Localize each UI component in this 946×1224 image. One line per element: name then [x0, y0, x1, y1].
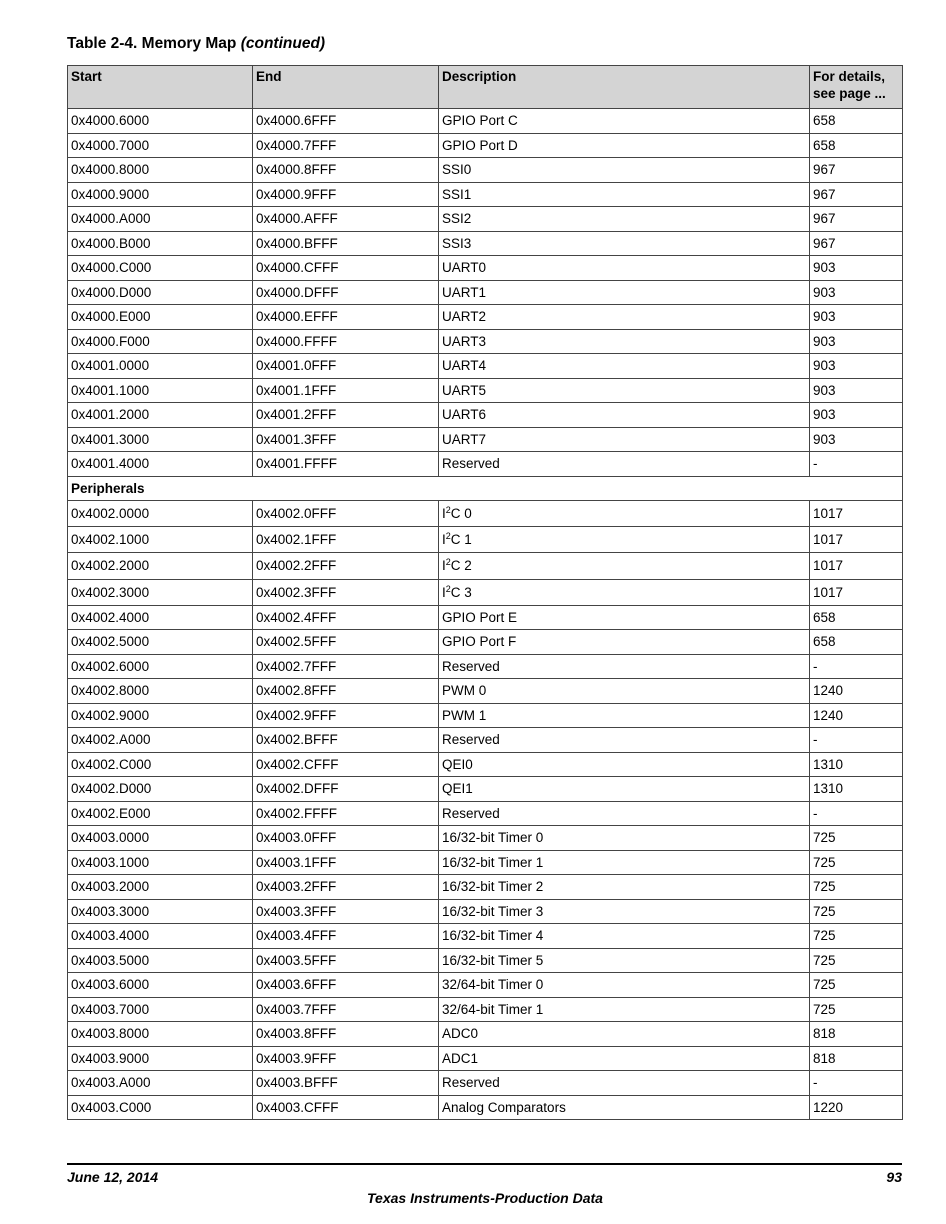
details-page: 967	[810, 231, 903, 256]
start-address: 0x4003.9000	[68, 1046, 253, 1071]
start-address: 0x4003.C000	[68, 1095, 253, 1120]
end-address: 0x4003.CFFF	[253, 1095, 439, 1120]
start-address: 0x4000.B000	[68, 231, 253, 256]
start-address: 0x4000.8000	[68, 158, 253, 183]
details-page: 1017	[810, 579, 903, 605]
description: Reserved	[439, 654, 810, 679]
description: 16/32-bit Timer 5	[439, 948, 810, 973]
end-address: 0x4000.EFFF	[253, 305, 439, 330]
start-address: 0x4000.7000	[68, 133, 253, 158]
table-row	[68, 801, 903, 826]
details-page: 658	[810, 109, 903, 134]
start-address: 0x4000.A000	[68, 207, 253, 232]
table-row	[68, 605, 903, 630]
end-address: 0x4000.AFFF	[253, 207, 439, 232]
description-superscript: 2	[445, 583, 451, 594]
start-address: 0x4002.3000	[68, 579, 253, 605]
footer-divider	[67, 1163, 902, 1165]
start-address: 0x4003.1000	[68, 850, 253, 875]
end-address: 0x4002.9FFF	[253, 703, 439, 728]
table-row	[68, 1022, 903, 1047]
details-page: -	[810, 452, 903, 477]
table-row	[68, 850, 903, 875]
end-address: 0x4002.4FFF	[253, 605, 439, 630]
header-end: End	[253, 66, 439, 109]
description: QEI0	[439, 752, 810, 777]
description	[439, 527, 810, 553]
description-superscript: 2	[445, 505, 451, 515]
description: UART6	[439, 403, 810, 428]
end-address: 0x4002.CFFF	[253, 752, 439, 777]
table-row	[68, 630, 903, 655]
table-row	[68, 752, 903, 777]
description: 16/32-bit Timer 1	[439, 850, 810, 875]
table-row	[68, 280, 903, 305]
start-address: 0x4003.3000	[68, 899, 253, 924]
footer-publisher: Texas Instruments-Production Data	[367, 1190, 603, 1206]
end-address: 0x4003.8FFF	[253, 1022, 439, 1047]
details-page: 1017	[810, 501, 903, 527]
table-row	[68, 553, 903, 579]
details-page: 725	[810, 826, 903, 851]
details-page: 725	[810, 850, 903, 875]
details-page: 658	[810, 133, 903, 158]
description: PWM 1	[439, 703, 810, 728]
description: PWM 0	[439, 679, 810, 704]
description: UART4	[439, 354, 810, 379]
details-page: 725	[810, 899, 903, 924]
table-header-row	[68, 66, 903, 109]
start-address: 0x4002.4000	[68, 605, 253, 630]
details-page: 1240	[810, 703, 903, 728]
description: Reserved	[439, 728, 810, 753]
table-title-continued: (continued)	[240, 35, 326, 52]
details-page: -	[810, 1071, 903, 1096]
details-page: 903	[810, 427, 903, 452]
table-row	[68, 452, 903, 477]
details-page: 658	[810, 605, 903, 630]
details-page: -	[810, 654, 903, 679]
start-address: 0x4003.0000	[68, 826, 253, 851]
start-address: 0x4002.2000	[68, 553, 253, 579]
table-row	[68, 579, 903, 605]
table-row	[68, 777, 903, 802]
description: 16/32-bit Timer 0	[439, 826, 810, 851]
end-address: 0x4002.3FFF	[253, 579, 439, 605]
details-page: 903	[810, 378, 903, 403]
start-address: 0x4000.C000	[68, 256, 253, 281]
end-address: 0x4002.1FFF	[253, 527, 439, 553]
description-superscript: 2	[445, 531, 451, 542]
table-row	[68, 875, 903, 900]
description: GPIO Port F	[439, 630, 810, 655]
description: UART1	[439, 280, 810, 305]
description-superscript: 2	[445, 557, 451, 568]
end-address: 0x4000.7FFF	[253, 133, 439, 158]
end-address: 0x4003.9FFF	[253, 1046, 439, 1071]
section-row	[68, 476, 903, 501]
details-page: 1310	[810, 777, 903, 802]
header-description: Description	[439, 66, 810, 109]
start-address: 0x4002.5000	[68, 630, 253, 655]
description: SSI1	[439, 182, 810, 207]
table-row	[68, 133, 903, 158]
details-page: 1017	[810, 527, 903, 553]
description: Analog Comparators	[439, 1095, 810, 1120]
details-page: -	[810, 728, 903, 753]
header-details-page: For details, see page ...	[810, 66, 903, 109]
description-suffix: C 1	[450, 532, 472, 548]
start-address: 0x4001.1000	[68, 378, 253, 403]
header-start: Start	[68, 66, 253, 109]
description: QEI1	[439, 777, 810, 802]
details-page: 903	[810, 354, 903, 379]
end-address: 0x4001.3FFF	[253, 427, 439, 452]
start-address: 0x4001.0000	[68, 354, 253, 379]
footer-page-number: 93	[886, 1169, 902, 1185]
details-page: -	[810, 801, 903, 826]
end-address: 0x4003.1FFF	[253, 850, 439, 875]
table-row	[68, 501, 903, 527]
memory-map-table	[67, 65, 903, 1120]
description-prefix: I	[442, 506, 446, 521]
start-address: 0x4002.C000	[68, 752, 253, 777]
description: ADC1	[439, 1046, 810, 1071]
table-row	[68, 679, 903, 704]
description: 16/32-bit Timer 2	[439, 875, 810, 900]
description: Reserved	[439, 801, 810, 826]
end-address: 0x4003.6FFF	[253, 973, 439, 998]
table-row	[68, 158, 903, 183]
table-row	[68, 924, 903, 949]
start-address: 0x4000.9000	[68, 182, 253, 207]
details-page: 1240	[810, 679, 903, 704]
details-page: 725	[810, 875, 903, 900]
end-address: 0x4003.5FFF	[253, 948, 439, 973]
table-row	[68, 826, 903, 851]
details-page: 903	[810, 403, 903, 428]
end-address: 0x4003.0FFF	[253, 826, 439, 851]
details-page: 658	[810, 630, 903, 655]
table-row	[68, 654, 903, 679]
end-address: 0x4000.9FFF	[253, 182, 439, 207]
description-suffix: C 0	[450, 506, 472, 521]
end-address: 0x4001.0FFF	[253, 354, 439, 379]
start-address: 0x4003.6000	[68, 973, 253, 998]
description: Reserved	[439, 452, 810, 477]
table-row	[68, 354, 903, 379]
table-title	[67, 35, 325, 53]
start-address: 0x4002.1000	[68, 527, 253, 553]
table-body	[68, 109, 903, 1120]
details-page: 818	[810, 1022, 903, 1047]
table-row	[68, 231, 903, 256]
description: Reserved	[439, 1071, 810, 1096]
description-suffix: C 3	[450, 584, 472, 600]
details-page: 967	[810, 158, 903, 183]
description: GPIO Port C	[439, 109, 810, 134]
end-address: 0x4002.5FFF	[253, 630, 439, 655]
details-page: 725	[810, 973, 903, 998]
table-row	[68, 899, 903, 924]
start-address: 0x4000.D000	[68, 280, 253, 305]
start-address: 0x4003.A000	[68, 1071, 253, 1096]
description	[439, 553, 810, 579]
end-address: 0x4002.8FFF	[253, 679, 439, 704]
start-address: 0x4002.A000	[68, 728, 253, 753]
end-address: 0x4002.BFFF	[253, 728, 439, 753]
description-suffix: C 2	[450, 558, 472, 574]
end-address: 0x4002.0FFF	[253, 501, 439, 527]
start-address: 0x4002.0000	[68, 501, 253, 527]
description-prefix: I	[442, 558, 446, 574]
table-title-main: Table 2-4. Memory Map	[67, 35, 237, 52]
end-address: 0x4001.1FFF	[253, 378, 439, 403]
description: GPIO Port E	[439, 605, 810, 630]
table-row	[68, 182, 903, 207]
start-address: 0x4003.8000	[68, 1022, 253, 1047]
start-address: 0x4001.3000	[68, 427, 253, 452]
end-address: 0x4002.2FFF	[253, 553, 439, 579]
table-row	[68, 329, 903, 354]
description-prefix: I	[442, 532, 446, 548]
description: GPIO Port D	[439, 133, 810, 158]
start-address: 0x4002.6000	[68, 654, 253, 679]
details-page: 1220	[810, 1095, 903, 1120]
end-address: 0x4002.DFFF	[253, 777, 439, 802]
description	[439, 501, 810, 527]
table-row	[68, 427, 903, 452]
table-row	[68, 1095, 903, 1120]
start-address: 0x4002.9000	[68, 703, 253, 728]
end-address: 0x4000.6FFF	[253, 109, 439, 134]
table-row	[68, 973, 903, 998]
start-address: 0x4003.2000	[68, 875, 253, 900]
end-address: 0x4001.2FFF	[253, 403, 439, 428]
details-page: 903	[810, 305, 903, 330]
details-page: 1017	[810, 553, 903, 579]
start-address: 0x4001.2000	[68, 403, 253, 428]
description: SSI0	[439, 158, 810, 183]
description: UART7	[439, 427, 810, 452]
table-row	[68, 948, 903, 973]
table-row	[68, 527, 903, 553]
end-address: 0x4000.8FFF	[253, 158, 439, 183]
end-address: 0x4003.3FFF	[253, 899, 439, 924]
description: 16/32-bit Timer 4	[439, 924, 810, 949]
table-row	[68, 1046, 903, 1071]
description: 16/32-bit Timer 3	[439, 899, 810, 924]
details-page: 967	[810, 207, 903, 232]
table-row	[68, 207, 903, 232]
description: UART2	[439, 305, 810, 330]
description: 32/64-bit Timer 0	[439, 973, 810, 998]
details-page: 1310	[810, 752, 903, 777]
end-address: 0x4003.4FFF	[253, 924, 439, 949]
table-row	[68, 256, 903, 281]
description	[439, 579, 810, 605]
end-address: 0x4003.BFFF	[253, 1071, 439, 1096]
description-prefix: I	[442, 584, 446, 600]
end-address: 0x4003.2FFF	[253, 875, 439, 900]
details-page: 903	[810, 256, 903, 281]
table-row	[68, 109, 903, 134]
end-address: 0x4000.DFFF	[253, 280, 439, 305]
end-address: 0x4000.BFFF	[253, 231, 439, 256]
start-address: 0x4002.D000	[68, 777, 253, 802]
footer-date: June 12, 2014	[67, 1169, 159, 1185]
table-row	[68, 703, 903, 728]
details-page: 725	[810, 948, 903, 973]
table-row	[68, 728, 903, 753]
table-row	[68, 403, 903, 428]
end-address: 0x4002.FFFF	[253, 801, 439, 826]
end-address: 0x4003.7FFF	[253, 997, 439, 1022]
start-address: 0x4002.E000	[68, 801, 253, 826]
table-row	[68, 1071, 903, 1096]
end-address: 0x4000.FFFF	[253, 329, 439, 354]
start-address: 0x4003.4000	[68, 924, 253, 949]
description: UART5	[439, 378, 810, 403]
description: SSI3	[439, 231, 810, 256]
table-row	[68, 997, 903, 1022]
details-page: 818	[810, 1046, 903, 1071]
start-address: 0x4000.F000	[68, 329, 253, 354]
description: UART3	[439, 329, 810, 354]
start-address: 0x4002.8000	[68, 679, 253, 704]
start-address: 0x4003.5000	[68, 948, 253, 973]
details-page: 903	[810, 329, 903, 354]
end-address: 0x4000.CFFF	[253, 256, 439, 281]
end-address: 0x4001.FFFF	[253, 452, 439, 477]
table-row	[68, 378, 903, 403]
start-address: 0x4000.6000	[68, 109, 253, 134]
description: 32/64-bit Timer 1	[439, 997, 810, 1022]
details-page: 903	[810, 280, 903, 305]
description: UART0	[439, 256, 810, 281]
end-address: 0x4002.7FFF	[253, 654, 439, 679]
start-address: 0x4003.7000	[68, 997, 253, 1022]
details-page: 725	[810, 997, 903, 1022]
table-row	[68, 305, 903, 330]
section-label: Peripherals	[68, 476, 903, 501]
description: SSI2	[439, 207, 810, 232]
start-address: 0x4000.E000	[68, 305, 253, 330]
details-page: 725	[810, 924, 903, 949]
details-page: 967	[810, 182, 903, 207]
start-address: 0x4001.4000	[68, 452, 253, 477]
description: ADC0	[439, 1022, 810, 1047]
